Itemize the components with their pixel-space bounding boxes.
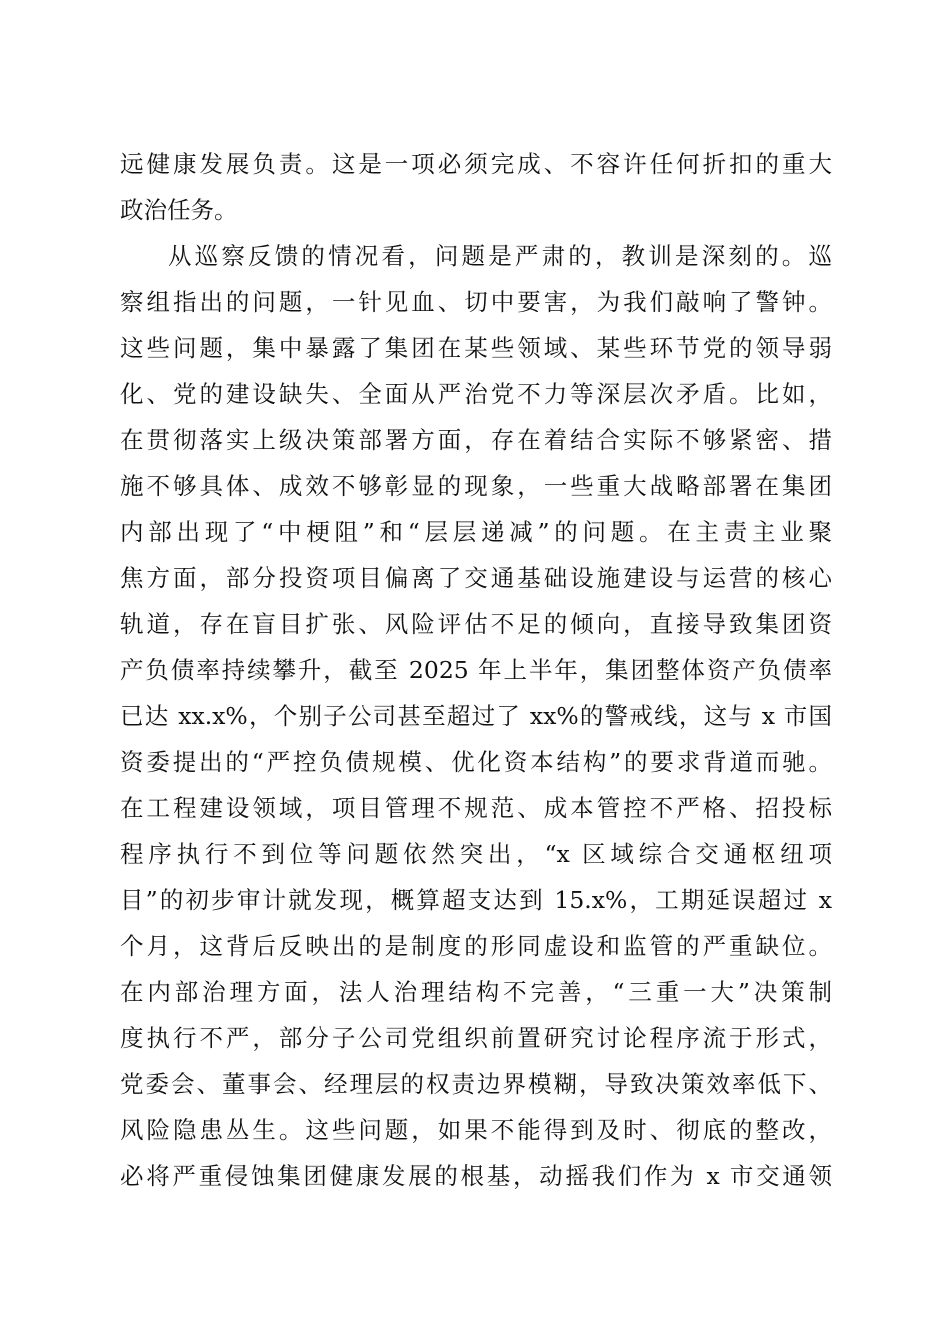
text-line: 这些问题，集中暴露了集团在某些领域、某些环节党的领导弱 bbox=[120, 334, 832, 362]
text-line: 远健康发展负责。这是一项必须完成、不容许任何折扣的重大 bbox=[120, 150, 832, 178]
text-line: 必将严重侵蚀集团健康发展的根基，动摇我们作为 x 市交通领 bbox=[120, 1162, 832, 1190]
text-line: 党委会、董事会、经理层的权责边界模糊，导致决策效率低下、 bbox=[120, 1070, 832, 1098]
text-line: 政治任务。 bbox=[120, 196, 238, 224]
text-line: 资委提出的“严控负债规模、优化资本结构”的要求背道而驰。 bbox=[120, 748, 832, 776]
text-line: 在贯彻落实上级决策部署方面，存在着结合实际不够紧密、措 bbox=[120, 426, 832, 454]
text-line: 个月，这背后反映出的是制度的形同虚设和监管的严重缺位。 bbox=[120, 932, 832, 960]
text-line: 在工程建设领域，项目管理不规范、成本管控不严格、招投标 bbox=[120, 794, 832, 822]
text-line: 化、党的建设缺失、全面从严治党不力等深层次矛盾。比如， bbox=[120, 380, 832, 408]
text-line: 施不够具体、成效不够彰显的现象，一些重大战略部署在集团 bbox=[120, 472, 832, 500]
text-line: 度执行不严，部分子公司党组织前置研究讨论程序流于形式， bbox=[120, 1024, 832, 1052]
text-line: 已达 xx.x%，个别子公司甚至超过了 xx%的警戒线，这与 x 市国 bbox=[120, 702, 832, 730]
text-line: 察组指出的问题，一针见血、切中要害，为我们敲响了警钟。 bbox=[120, 288, 832, 316]
text-line: 目”的初步审计就发现，概算超支达到 15.x%，工期延误超过 x bbox=[120, 886, 832, 914]
paragraph-first-line: 从巡察反馈的情况看，问题是严肃的，教训是深刻的。巡 bbox=[168, 242, 832, 270]
body-text bbox=[120, 141, 832, 1199]
text-line: 程序执行不到位等问题依然突出，“x 区域综合交通枢纽项 bbox=[120, 840, 832, 868]
text-line: 轨道，存在盲目扩张、风险评估不足的倾向，直接导致集团资 bbox=[120, 610, 832, 638]
text-line: 焦方面，部分投资项目偏离了交通基础设施建设与运营的核心 bbox=[120, 564, 832, 592]
text-line: 产负债率持续攀升，截至 2025 年上半年，集团整体资产负债率 bbox=[120, 656, 832, 684]
text-line: 内部出现了“中梗阻”和“层层递减”的问题。在主责主业聚 bbox=[120, 518, 832, 546]
text-line: 风险隐患丛生。这些问题，如果不能得到及时、彻底的整改， bbox=[120, 1116, 832, 1144]
text-line: 在内部治理方面，法人治理结构不完善，“三重一大”决策制 bbox=[120, 978, 832, 1006]
